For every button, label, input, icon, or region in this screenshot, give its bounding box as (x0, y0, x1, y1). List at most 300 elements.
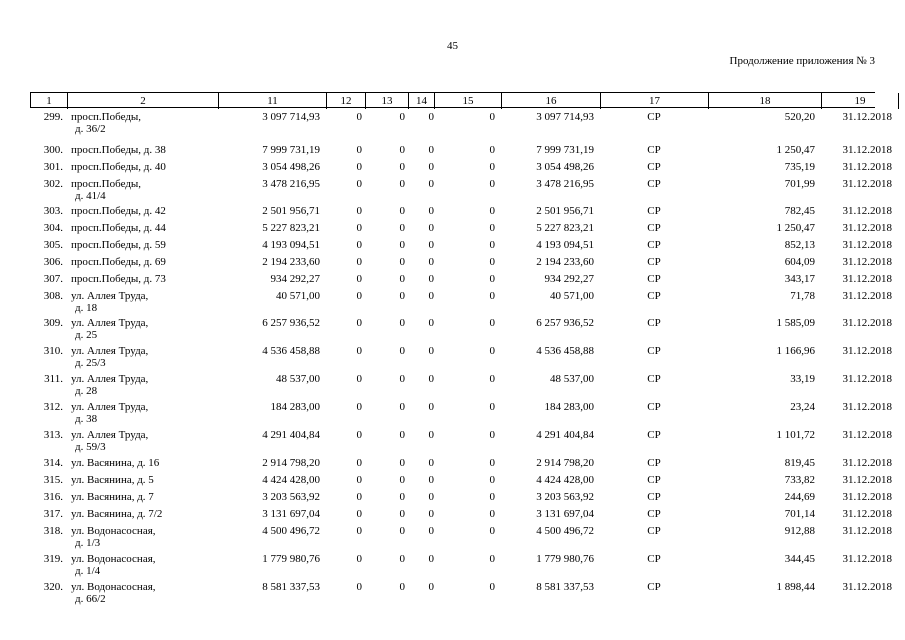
address-line: просп.Победы, д. 44 (71, 222, 166, 234)
cell-c19: 31.12.2018 (842, 239, 892, 251)
cell-c19: 31.12.2018 (842, 429, 892, 441)
row-number: 300. (43, 144, 63, 156)
table-row (30, 581, 892, 609)
cell-c16: 934 292,27 (544, 273, 594, 285)
cell-c17: СР (647, 491, 661, 503)
cell-c13: 0 (399, 373, 405, 385)
cell-c13: 0 (399, 205, 405, 217)
cell-c18: 912,88 (784, 525, 815, 537)
row-number: 301. (43, 161, 63, 173)
cell-c17: СР (647, 161, 661, 173)
cell-c17: СР (647, 525, 661, 537)
address-cell (67, 256, 218, 273)
table-row (30, 373, 892, 401)
cell-c16: 3 097 714,93 (536, 111, 594, 123)
cell-c15: 0 (489, 290, 495, 302)
cell-c16: 5 227 823,21 (536, 222, 594, 234)
cell-c19: 31.12.2018 (842, 345, 892, 357)
cell-c19: 31.12.2018 (842, 144, 892, 156)
cell-c17: СР (647, 429, 661, 441)
cell-c12: 0 (356, 553, 362, 565)
cell-c14: 0 (428, 144, 434, 156)
cell-c16: 7 999 731,19 (536, 144, 594, 156)
cell-c14: 0 (428, 429, 434, 441)
cell-c11: 5 227 823,21 (262, 222, 320, 234)
table-row (30, 429, 892, 457)
cell-c18: 33,19 (790, 373, 815, 385)
cell-c18: 520,20 (784, 111, 815, 123)
row-number: 308. (43, 290, 63, 302)
row-number: 311. (44, 373, 63, 385)
address-cell (67, 161, 218, 178)
table-row (30, 273, 892, 290)
cell-c19: 31.12.2018 (842, 508, 892, 520)
address-line: ул. Аллея Труда, (71, 317, 149, 329)
cell-c13: 0 (399, 553, 405, 565)
address-cell (67, 239, 218, 256)
table-header (30, 92, 875, 108)
cell-c12: 0 (356, 345, 362, 357)
cell-c16: 4 193 094,51 (536, 239, 594, 251)
cell-c19: 31.12.2018 (842, 401, 892, 413)
cell-c13: 0 (399, 474, 405, 486)
row-number: 302. (43, 178, 63, 190)
cell-c18: 1 250,47 (776, 144, 815, 156)
cell-c19: 31.12.2018 (842, 111, 892, 123)
cell-c15: 0 (489, 508, 495, 520)
address-cell (67, 508, 218, 525)
row-number: 316. (43, 491, 63, 503)
cell-c14: 0 (428, 581, 434, 593)
header-cell: 16 (502, 93, 601, 109)
address-cell (67, 111, 218, 144)
cell-c18: 701,99 (784, 178, 815, 190)
cell-c14: 0 (428, 273, 434, 285)
table-row (30, 508, 892, 525)
cell-c14: 0 (428, 205, 434, 217)
address-line: ул. Васянина, д. 16 (71, 457, 160, 469)
cell-c11: 4 500 496,72 (262, 525, 320, 537)
cell-c19: 31.12.2018 (842, 273, 892, 285)
cell-c13: 0 (399, 178, 405, 190)
cell-c13: 0 (399, 491, 405, 503)
table-row (30, 474, 892, 491)
address-cell (67, 429, 218, 457)
cell-c12: 0 (356, 178, 362, 190)
cell-c15: 0 (489, 205, 495, 217)
cell-c12: 0 (356, 256, 362, 268)
cell-c12: 0 (356, 205, 362, 217)
address-line: д. 41/4 (75, 190, 106, 202)
header-cell: 11 (219, 93, 327, 109)
address-cell (67, 457, 218, 474)
row-number: 309. (43, 317, 63, 329)
header-cell: 15 (435, 93, 502, 109)
cell-c17: СР (647, 205, 661, 217)
address-line: просп.Победы, д. 59 (71, 239, 166, 251)
address-cell (67, 553, 218, 581)
address-line: ул. Васянина, д. 7/2 (71, 508, 163, 520)
cell-c13: 0 (399, 256, 405, 268)
address-cell (67, 491, 218, 508)
cell-c13: 0 (399, 508, 405, 520)
cell-c19: 31.12.2018 (842, 290, 892, 302)
cell-c13: 0 (399, 457, 405, 469)
cell-c19: 31.12.2018 (842, 256, 892, 268)
cell-c14: 0 (428, 317, 434, 329)
cell-c17: СР (647, 581, 661, 593)
cell-c18: 1 898,44 (776, 581, 815, 593)
address-line: просп.Победы, д. 69 (71, 256, 166, 268)
cell-c17: СР (647, 345, 661, 357)
header-cell: 19 (822, 93, 899, 109)
row-number: 303. (43, 205, 63, 217)
cell-c17: СР (647, 508, 661, 520)
cell-c13: 0 (399, 290, 405, 302)
cell-c15: 0 (489, 457, 495, 469)
cell-c11: 40 571,00 (276, 290, 320, 302)
cell-c17: СР (647, 178, 661, 190)
address-cell (67, 525, 218, 553)
cell-c11: 184 283,00 (270, 401, 320, 413)
cell-c15: 0 (489, 525, 495, 537)
address-line: д. 1/3 (75, 537, 101, 549)
cell-c15: 0 (489, 239, 495, 251)
row-number: 313. (43, 429, 63, 441)
table-row (30, 222, 892, 239)
table-row (30, 161, 892, 178)
cell-c14: 0 (428, 178, 434, 190)
table-row (30, 317, 892, 345)
address-line: просп.Победы, д. 38 (71, 144, 166, 156)
cell-c15: 0 (489, 491, 495, 503)
cell-c11: 3 478 216,95 (262, 178, 320, 190)
cell-c11: 7 999 731,19 (262, 144, 320, 156)
address-cell (67, 290, 218, 317)
address-line: просп.Победы, д. 40 (71, 161, 166, 173)
cell-c19: 31.12.2018 (842, 161, 892, 173)
address-line: ул. Аллея Труда, (71, 429, 149, 441)
cell-c13: 0 (399, 239, 405, 251)
table-body (30, 108, 892, 609)
cell-c11: 3 203 563,92 (262, 491, 320, 503)
table-row (30, 256, 892, 273)
address-line: ул. Васянина, д. 7 (71, 491, 154, 503)
cell-c11: 3 131 697,04 (262, 508, 320, 520)
cell-c17: СР (647, 239, 661, 251)
cell-c18: 819,45 (784, 457, 815, 469)
cell-c16: 8 581 337,53 (536, 581, 594, 593)
cell-c13: 0 (399, 345, 405, 357)
cell-c18: 733,82 (784, 474, 815, 486)
cell-c16: 2 194 233,60 (536, 256, 594, 268)
cell-c18: 1 250,47 (776, 222, 815, 234)
cell-c18: 344,45 (784, 553, 815, 565)
cell-c15: 0 (489, 317, 495, 329)
row-number: 318. (43, 525, 63, 537)
row-number: 307. (43, 273, 63, 285)
cell-c11: 48 537,00 (276, 373, 320, 385)
cell-c19: 31.12.2018 (842, 178, 892, 190)
cell-c11: 4 536 458,88 (262, 345, 320, 357)
cell-c15: 0 (489, 345, 495, 357)
table-row (30, 290, 892, 317)
cell-c12: 0 (356, 581, 362, 593)
cell-c16: 4 536 458,88 (536, 345, 594, 357)
address-line: ул. Аллея Труда, (71, 373, 149, 385)
address-line: ул. Водонасосная, (71, 581, 156, 593)
cell-c19: 31.12.2018 (842, 581, 892, 593)
cell-c11: 2 501 956,71 (262, 205, 320, 217)
cell-c13: 0 (399, 273, 405, 285)
address-line: д. 18 (75, 302, 98, 314)
cell-c12: 0 (356, 474, 362, 486)
cell-c15: 0 (489, 111, 495, 123)
table-row (30, 525, 892, 553)
cell-c14: 0 (428, 491, 434, 503)
cell-c14: 0 (428, 525, 434, 537)
cell-c12: 0 (356, 457, 362, 469)
address-line: ул. Аллея Труда, (71, 290, 149, 302)
cell-c11: 4 424 428,00 (262, 474, 320, 486)
address-line: д. 25/3 (75, 357, 106, 369)
address-line: ул. Аллея Труда, (71, 345, 149, 357)
cell-c12: 0 (356, 111, 362, 123)
cell-c16: 6 257 936,52 (536, 317, 594, 329)
cell-c17: СР (647, 317, 661, 329)
cell-c16: 3 203 563,92 (536, 491, 594, 503)
cell-c13: 0 (399, 222, 405, 234)
cell-c17: СР (647, 401, 661, 413)
address-line: просп.Победы, д. 42 (71, 205, 166, 217)
cell-c14: 0 (428, 553, 434, 565)
header-cell: 14 (409, 93, 435, 109)
cell-c18: 735,19 (784, 161, 815, 173)
cell-c14: 0 (428, 256, 434, 268)
address-line: просп.Победы, д. 73 (71, 273, 166, 285)
cell-c16: 4 424 428,00 (536, 474, 594, 486)
cell-c18: 1 166,96 (776, 345, 815, 357)
cell-c19: 31.12.2018 (842, 525, 892, 537)
cell-c11: 4 291 404,84 (262, 429, 320, 441)
address-cell (67, 317, 218, 345)
cell-c16: 3 478 216,95 (536, 178, 594, 190)
header-cell: 17 (601, 93, 709, 109)
cell-c15: 0 (489, 553, 495, 565)
header-cell: 18 (709, 93, 822, 109)
cell-c18: 343,17 (784, 273, 815, 285)
cell-c16: 184 283,00 (544, 401, 594, 413)
cell-c12: 0 (356, 508, 362, 520)
page-number: 45 (447, 40, 458, 52)
cell-c12: 0 (356, 525, 362, 537)
table-row (30, 205, 892, 222)
cell-c18: 1 101,72 (776, 429, 815, 441)
address-line: д. 25 (75, 329, 98, 341)
cell-c15: 0 (489, 178, 495, 190)
table-row (30, 144, 892, 161)
cell-c17: СР (647, 457, 661, 469)
cell-c18: 604,09 (784, 256, 815, 268)
cell-c11: 4 193 094,51 (262, 239, 320, 251)
table-row (30, 345, 892, 373)
table-row (30, 491, 892, 508)
cell-c17: СР (647, 373, 661, 385)
address-line: просп.Победы, (71, 178, 142, 190)
cell-c15: 0 (489, 373, 495, 385)
cell-c16: 2 914 798,20 (536, 457, 594, 469)
cell-c15: 0 (489, 429, 495, 441)
cell-c11: 6 257 936,52 (262, 317, 320, 329)
cell-c19: 31.12.2018 (842, 205, 892, 217)
cell-c16: 1 779 980,76 (536, 553, 594, 565)
cell-c16: 40 571,00 (550, 290, 594, 302)
address-cell (67, 178, 218, 205)
cell-c11: 8 581 337,53 (262, 581, 320, 593)
cell-c17: СР (647, 256, 661, 268)
cell-c12: 0 (356, 373, 362, 385)
cell-c17: СР (647, 474, 661, 486)
address-cell (67, 144, 218, 161)
cell-c13: 0 (399, 525, 405, 537)
cell-c13: 0 (399, 144, 405, 156)
header-cell: 1 (31, 93, 68, 109)
address-cell (67, 345, 218, 373)
cell-c11: 1 779 980,76 (262, 553, 320, 565)
row-number: 317. (43, 508, 63, 520)
table-row (30, 457, 892, 474)
row-number: 319. (43, 553, 63, 565)
cell-c15: 0 (489, 161, 495, 173)
cell-c19: 31.12.2018 (842, 491, 892, 503)
cell-c12: 0 (356, 161, 362, 173)
cell-c14: 0 (428, 401, 434, 413)
table-row (30, 108, 892, 144)
address-cell (67, 373, 218, 401)
address-cell (67, 474, 218, 491)
address-line: д. 36/2 (75, 123, 106, 135)
cell-c16: 48 537,00 (550, 373, 594, 385)
address-cell (67, 581, 218, 609)
address-line: д. 1/4 (75, 565, 101, 577)
cell-c19: 31.12.2018 (842, 222, 892, 234)
cell-c14: 0 (428, 290, 434, 302)
table-row (30, 401, 892, 429)
table-row (30, 178, 892, 205)
cell-c16: 2 501 956,71 (536, 205, 594, 217)
cell-c14: 0 (428, 373, 434, 385)
cell-c15: 0 (489, 474, 495, 486)
cell-c17: СР (647, 273, 661, 285)
cell-c16: 4 291 404,84 (536, 429, 594, 441)
cell-c11: 2 914 798,20 (262, 457, 320, 469)
cell-c13: 0 (399, 111, 405, 123)
cell-c18: 1 585,09 (776, 317, 815, 329)
address-line: просп.Победы, (71, 111, 142, 123)
row-number: 310. (43, 345, 63, 357)
cell-c19: 31.12.2018 (842, 474, 892, 486)
cell-c11: 2 194 233,60 (262, 256, 320, 268)
address-line: д. 59/3 (75, 441, 106, 453)
cell-c12: 0 (356, 273, 362, 285)
address-line: д. 28 (75, 385, 98, 397)
row-number: 305. (43, 239, 63, 251)
cell-c14: 0 (428, 222, 434, 234)
cell-c13: 0 (399, 161, 405, 173)
cell-c18: 244,69 (784, 491, 815, 503)
cell-c14: 0 (428, 474, 434, 486)
cell-c13: 0 (399, 317, 405, 329)
cell-c15: 0 (489, 273, 495, 285)
cell-c15: 0 (489, 222, 495, 234)
cell-c11: 3 097 714,93 (262, 111, 320, 123)
table-row (30, 239, 892, 256)
row-number: 306. (43, 256, 63, 268)
cell-c18: 782,45 (784, 205, 815, 217)
address-cell (67, 222, 218, 239)
cell-c14: 0 (428, 457, 434, 469)
table-row (30, 553, 892, 581)
address-line: ул. Водонасосная, (71, 553, 156, 565)
row-number: 304. (43, 222, 63, 234)
row-number: 312. (43, 401, 63, 413)
cell-c11: 3 054 498,26 (262, 161, 320, 173)
cell-c12: 0 (356, 144, 362, 156)
cell-c13: 0 (399, 581, 405, 593)
cell-c19: 31.12.2018 (842, 553, 892, 565)
cell-c17: СР (647, 144, 661, 156)
address-line: д. 66/2 (75, 593, 106, 605)
cell-c15: 0 (489, 256, 495, 268)
address-cell (67, 205, 218, 222)
appendix-note: Продолжение приложения № 3 (729, 55, 875, 67)
cell-c16: 3 131 697,04 (536, 508, 594, 520)
cell-c18: 852,13 (784, 239, 815, 251)
address-cell (67, 273, 218, 290)
cell-c17: СР (647, 290, 661, 302)
cell-c17: СР (647, 222, 661, 234)
cell-c14: 0 (428, 111, 434, 123)
cell-c13: 0 (399, 429, 405, 441)
cell-c12: 0 (356, 239, 362, 251)
cell-c14: 0 (428, 239, 434, 251)
cell-c19: 31.12.2018 (842, 317, 892, 329)
header-cell: 2 (68, 93, 219, 109)
cell-c16: 4 500 496,72 (536, 525, 594, 537)
cell-c12: 0 (356, 317, 362, 329)
row-number: 320. (43, 581, 63, 593)
header-cell: 13 (366, 93, 409, 109)
cell-c18: 23,24 (790, 401, 815, 413)
cell-c14: 0 (428, 161, 434, 173)
address-line: ул. Васянина, д. 5 (71, 474, 154, 486)
cell-c13: 0 (399, 401, 405, 413)
cell-c11: 934 292,27 (270, 273, 320, 285)
cell-c12: 0 (356, 401, 362, 413)
cell-c12: 0 (356, 491, 362, 503)
address-cell (67, 401, 218, 429)
address-line: д. 38 (75, 413, 98, 425)
cell-c12: 0 (356, 429, 362, 441)
header-cell: 12 (327, 93, 366, 109)
cell-c14: 0 (428, 345, 434, 357)
cell-c15: 0 (489, 144, 495, 156)
address-line: ул. Аллея Труда, (71, 401, 149, 413)
data-table (30, 92, 892, 609)
cell-c16: 3 054 498,26 (536, 161, 594, 173)
cell-c18: 701,14 (784, 508, 815, 520)
cell-c18: 71,78 (790, 290, 815, 302)
